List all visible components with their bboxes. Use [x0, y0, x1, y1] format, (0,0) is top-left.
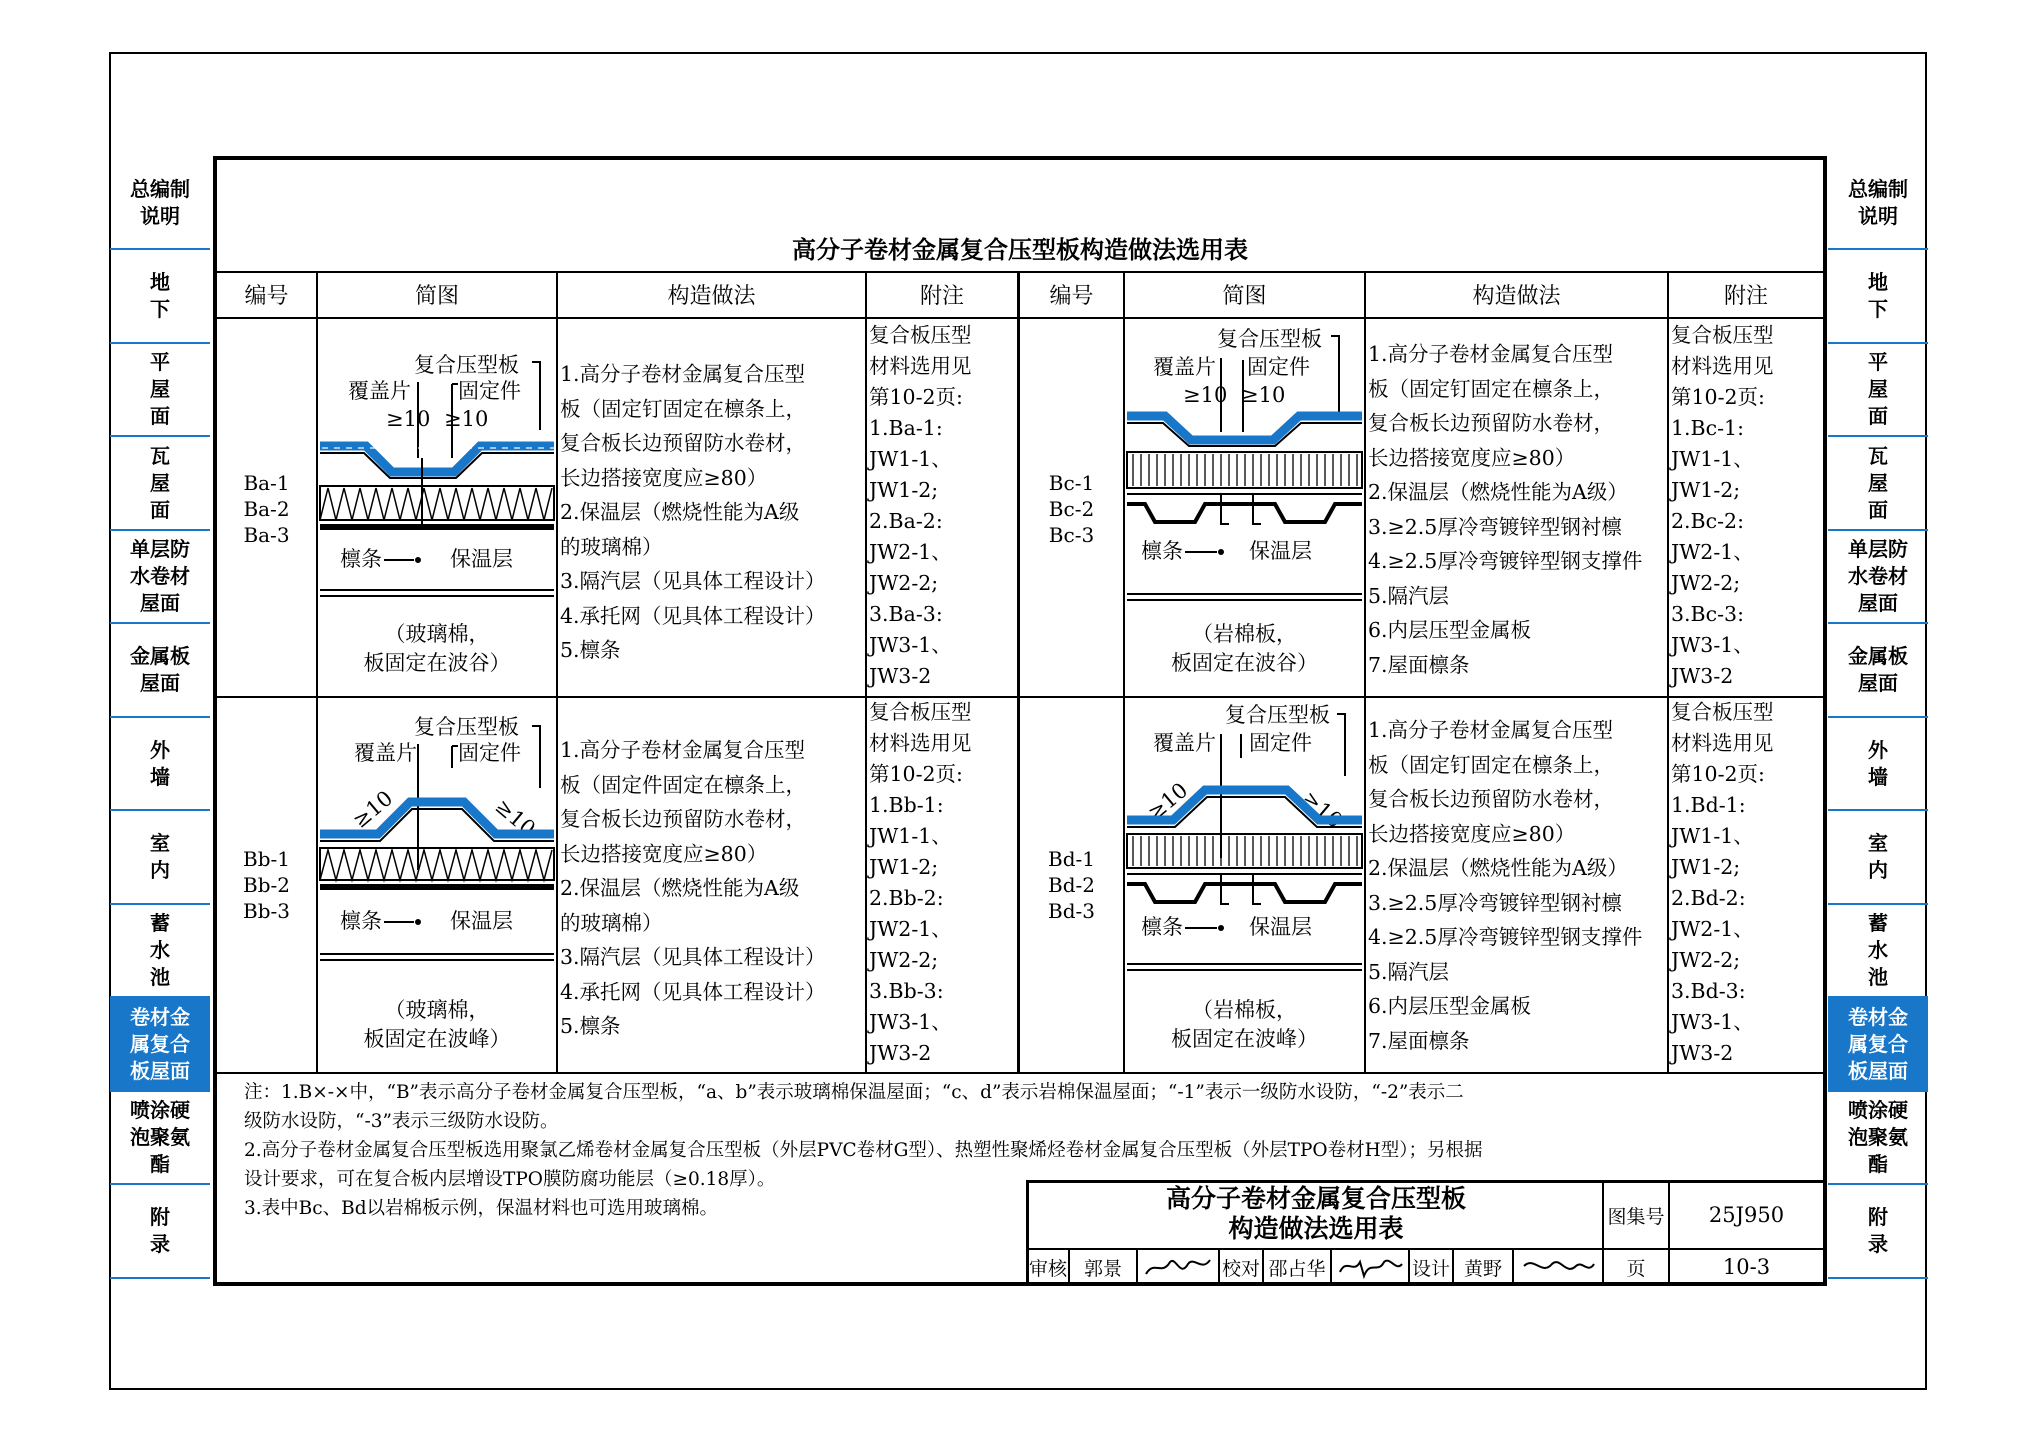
- diagram-label: 复合压型板: [1217, 327, 1322, 351]
- check-label: 校对: [1221, 1257, 1260, 1280]
- designer-signature: [1516, 1252, 1600, 1282]
- diagram-caption: （玻璃棉， 板固定在波峰）: [363, 998, 511, 1051]
- reviewer-name: 郭景: [1083, 1257, 1122, 1280]
- diagram-caption: （玻璃棉， 板固定在波谷）: [363, 622, 511, 675]
- nav-item[interactable]: 蓄 水 池: [1828, 905, 1928, 998]
- col-rule: [556, 271, 558, 1072]
- nav-item[interactable]: 外 墙: [110, 718, 210, 811]
- diagram-label: ≥10: [1183, 383, 1228, 407]
- nav-item[interactable]: 附 录: [1828, 1185, 1928, 1279]
- note-cell: 复合板压型 材料选用见 第10-2页: 1.Bd-1: JW1-1、 JW1-2; 2.Bd-2: JW2-1、 JW2-2; 3.Bd-3: JW3-1、 JW3-2: [1671, 700, 1774, 1065]
- footnotes: 注：1.B×-×中，“B”表示高分子卷材金属复合压型板，“a、b”表示玻璃棉保温屋面；“c、d”表示岩棉保温屋面；“-1”表示一级防水设防，“-2”表示二 级防水设防，“-3”表示三级防水设防。 2.高分子卷材金属复合压型板选用聚氯乙烯卷材金属复合压型板（外层PVC卷材G型）、热塑性聚烯烃卷材金属复合压型板（外层TPO卷材H型）；另根据 设计要求，可在复合板内层增设TPO膜防腐功能层（≥0.18厚）。 3.表中Bc、Bd以岩棉板示例，保温材料也可选用玻璃棉。: [244, 1082, 1483, 1219]
- header-diagram: 简图: [1222, 283, 1267, 309]
- nav-item[interactable]: 地 下: [110, 250, 210, 344]
- code-cell: Bd-1 Bd-2 Bd-3: [1048, 847, 1095, 923]
- nav-item[interactable]: 平 屋 面: [110, 344, 210, 437]
- header-code: 编号: [1049, 283, 1094, 309]
- diagram-label: ≥10: [490, 794, 540, 841]
- diagram-label: 檩条: [340, 547, 382, 571]
- atlas-number: 25J950: [1708, 1203, 1785, 1227]
- nav-item[interactable]: 瓦 屋 面: [1828, 437, 1928, 531]
- section-diagram-Bb: [318, 698, 556, 994]
- method-cell: 1.高分子卷材金属复合压型 板（固定钉固定在檩条上， 复合板长边预留防水卷材， 长边搭接宽度应≥80） 2.保温层（燃烧性能为A级 的玻璃棉） 3.隔汽层（见具体工程设计） 4.承托网（见具体工程设计） 5.檩条: [560, 362, 826, 662]
- code-cell: Bb-1 Bb-2 Bb-3: [243, 847, 290, 923]
- nav-item[interactable]: 平 屋 面: [1828, 344, 1928, 437]
- diagram-label: 复合压型板: [1225, 703, 1330, 727]
- nav-item[interactable]: 室 内: [110, 811, 210, 905]
- diagram-label: ≥10: [1142, 777, 1193, 825]
- diagram-label: ≥10: [347, 785, 398, 833]
- header-code: 编号: [244, 283, 289, 309]
- diagram-label: 覆盖片: [348, 379, 411, 403]
- diagram-caption: （岩棉板， 板固定在波谷）: [1171, 622, 1318, 675]
- diagram-label: 保温层: [1249, 915, 1312, 939]
- nav-item[interactable]: 蓄 水 池: [110, 905, 210, 998]
- nav-item[interactable]: 喷涂硬 泡聚氨 酯: [1828, 1092, 1928, 1185]
- code-cell: Ba-1 Ba-2 Ba-3: [243, 471, 290, 547]
- table-bottom-rule: [217, 1072, 1823, 1074]
- method-cell: 1.高分子卷材金属复合压型 板（固定件固定在檩条上， 复合板长边预留防水卷材， 长边搭接宽度应≥80） 2.保温层（燃烧性能为A级 的玻璃棉） 3.隔汽层（见具体工程设计） 4.承托网（见具体工程设计） 5.檩条: [560, 738, 826, 1038]
- diagram-label: 复合压型板: [414, 715, 519, 739]
- diagram-label: 檩条: [1141, 915, 1183, 939]
- col-rule: [1364, 271, 1366, 1072]
- header-diagram: 简图: [414, 283, 459, 309]
- header-note: 附注: [919, 283, 964, 309]
- section-diagram-Bc: [1125, 318, 1364, 618]
- diagram-label: 保温层: [450, 547, 513, 571]
- header-method: 构造做法: [1472, 283, 1561, 309]
- col-rule: [1017, 271, 1020, 1072]
- col-rule: [865, 271, 867, 1072]
- diagram-label: 保温层: [1249, 539, 1312, 563]
- note-cell: 复合板压型 材料选用见 第10-2页: 1.Ba-1: JW1-1、 JW1-2; 2.Ba-2: JW2-1、 JW2-2; 3.Ba-3: JW3-1、 JW3-2: [869, 323, 972, 688]
- header-note: 附注: [1723, 283, 1768, 309]
- diagram-caption: （岩棉板， 板固定在波峰）: [1171, 998, 1318, 1051]
- note-cell: 复合板压型 材料选用见 第10-2页: 1.Bc-1: JW1-1、 JW1-2; 2.Bc-2: JW2-1、 JW2-2; 3.Bc-3: JW3-1、 JW3-2: [1671, 323, 1774, 688]
- designer-name: 黄野: [1463, 1257, 1502, 1280]
- nav-item[interactable]: 附 录: [110, 1185, 210, 1279]
- nav-item[interactable]: 单层防 水卷材 屋面: [1828, 531, 1928, 624]
- nav-item[interactable]: 室 内: [1828, 811, 1928, 905]
- nav-item[interactable]: 单层防 水卷材 屋面: [110, 531, 210, 624]
- diagram-label: 覆盖片: [1153, 731, 1216, 755]
- diagram-label: ≥10: [444, 407, 489, 431]
- diagram-label: 固定件: [458, 741, 521, 765]
- nav-item[interactable]: 金属板 屋面: [1828, 624, 1928, 718]
- table-title: 高分子卷材金属复合压型板构造做法选用表: [792, 236, 1248, 264]
- method-cell: 1.高分子卷材金属复合压型 板（固定钉固定在檩条上， 复合板长边预留防水卷材， 长边搭接宽度应≥80） 2.保温层（燃烧性能为A级） 3.≥2.5厚冷弯镀锌型钢衬檩 4.≥2.5厚冷弯镀锌型钢支撑件 5.隔汽层 6.内层压型金属板 7.屋面檩条: [1368, 718, 1643, 1053]
- section-diagram-Bd: [1125, 698, 1364, 994]
- drawing-title: 高分子卷材金属复合压型板 构造做法选用表: [1165, 1184, 1466, 1243]
- diagram-label: 固定件: [1249, 731, 1312, 755]
- diagram-label: 檩条: [340, 909, 382, 933]
- nav-item[interactable]: 卷材金 属复合 板屋面: [110, 998, 210, 1092]
- diagram-label: 固定件: [458, 379, 521, 403]
- nav-item[interactable]: 喷涂硬 泡聚氨 酯: [110, 1092, 210, 1185]
- title-block-rule: [1512, 1248, 1514, 1284]
- section-diagram-Ba: [318, 318, 556, 618]
- method-cell: 1.高分子卷材金属复合压型 板（固定钉固定在檩条上， 复合板长边预留防水卷材， 长边搭接宽度应≥80） 2.保温层（燃烧性能为A级） 3.≥2.5厚冷弯镀锌型钢衬檩 4.≥2.5厚冷弯镀锌型钢支撑件 5.隔汽层 6.内层压型金属板 7.屋面檩条: [1368, 342, 1643, 677]
- code-cell: Bc-1 Bc-2 Bc-3: [1048, 471, 1095, 547]
- diagram-label: ≥10: [386, 407, 431, 431]
- page-label: 页: [1626, 1257, 1646, 1280]
- nav-item[interactable]: 金属板 屋面: [110, 624, 210, 718]
- review-label: 审核: [1028, 1257, 1067, 1280]
- design-label: 设计: [1411, 1257, 1450, 1280]
- title-block-rule: [1136, 1248, 1138, 1284]
- nav-item[interactable]: 总编制 说明: [1828, 157, 1928, 250]
- note-cell: 复合板压型 材料选用见 第10-2页: 1.Bb-1: JW1-1、 JW1-2; 2.Bb-2: JW2-1、 JW2-2; 3.Bb-3: JW3-1、 JW3-2: [869, 700, 972, 1065]
- nav-item[interactable]: 瓦 屋 面: [110, 437, 210, 531]
- diagram-label: ≥10: [1297, 786, 1347, 833]
- diagram-label: 固定件: [1247, 355, 1310, 379]
- diagram-label: 覆盖片: [1153, 355, 1216, 379]
- header-method: 构造做法: [667, 283, 756, 309]
- diagram-label: ≥10: [1241, 383, 1286, 407]
- diagram-label: 保温层: [450, 909, 513, 933]
- diagram-label: 复合压型板: [414, 353, 519, 377]
- diagram-label: 檩条: [1141, 539, 1183, 563]
- page-number: 10-3: [1722, 1255, 1771, 1279]
- checker-signature: [1334, 1252, 1406, 1282]
- atlas-label: 图集号: [1607, 1205, 1665, 1228]
- title-block-rule: [1330, 1248, 1332, 1284]
- reviewer-signature: [1140, 1252, 1216, 1282]
- diagram-label: 覆盖片: [354, 741, 417, 765]
- col-rule: [1667, 271, 1669, 1072]
- nav-item[interactable]: 地 下: [1828, 250, 1928, 344]
- nav-item[interactable]: 总编制 说明: [110, 157, 210, 250]
- nav-item[interactable]: 卷材金 属复合 板屋面: [1828, 998, 1928, 1092]
- nav-item[interactable]: 外 墙: [1828, 718, 1928, 811]
- checker-name: 邵占华: [1268, 1257, 1326, 1280]
